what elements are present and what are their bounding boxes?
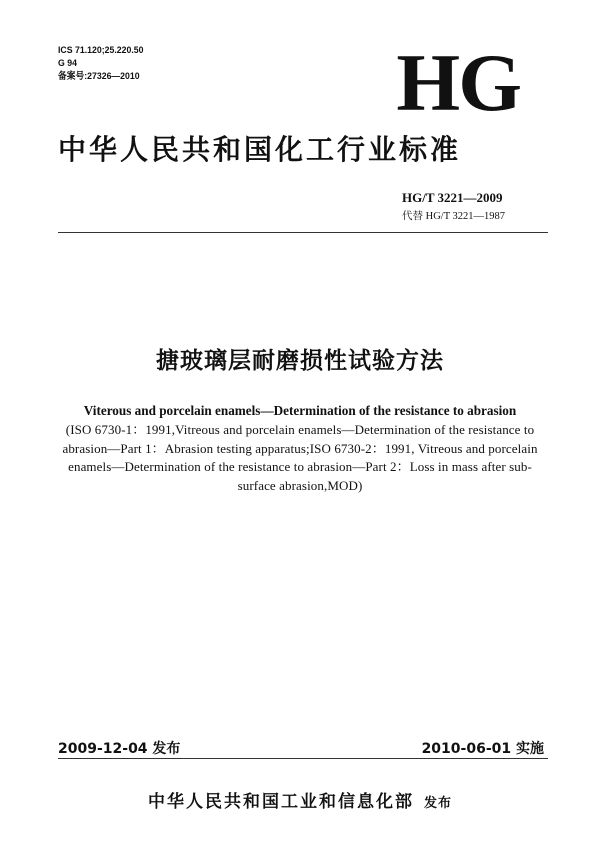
issuer-suffix: 发布 [423, 796, 452, 811]
implementation-date: 2010-06-01 实施 [421, 741, 544, 757]
standard-code: HG/T 3221—2009 [402, 190, 503, 205]
hg-logo: HG [396, 37, 520, 128]
classification-block [58, 44, 144, 83]
replaces-standard: 代替 HG/T 3221—1987 [402, 211, 506, 222]
document-title-cn: 搪玻璃层耐磨损性试验方法 [156, 348, 444, 374]
issuer-line [0, 787, 600, 812]
ics-code: ICS 71.120;25.220.50 [58, 45, 144, 56]
issue-date: 2009-12-04 发布 [58, 741, 181, 757]
document-title-en: Viterous and porcelain enamels—Determination of the resistance to abrasion [83, 403, 517, 418]
organization-title: 中华人民共和国化工行业标准 [58, 133, 462, 166]
english-title-block [50, 402, 550, 495]
ccs-code: G 94 [58, 58, 77, 69]
filing-number: 备案号:27326—2010 [58, 71, 140, 82]
issuer-name: 中华人民共和国工业和信息化部 [147, 792, 414, 812]
footer-divider [58, 758, 548, 759]
header-divider [58, 232, 548, 233]
iso-reference: (ISO 6730-1：1991,Vitreous and porcelain enamels—Determination of the resistance to abrasion—Part 1：Abrasion testing apparatus;ISO 6730-2：1991, Vitreous and porcelain enamels—Determination of the resistance to abrasion—Part 2：Loss in mass after sub-surface abrasion,MOD) [62, 422, 538, 493]
